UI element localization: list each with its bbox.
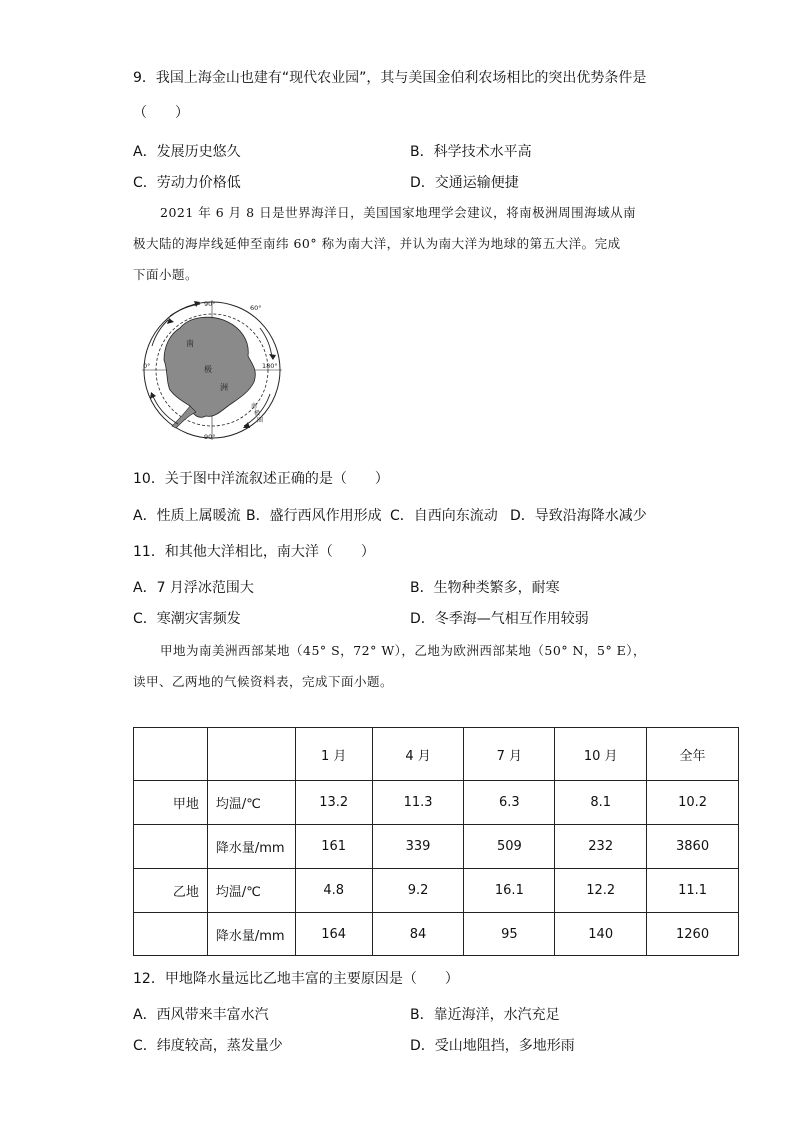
q11-option-b: B．生物种类繁多，耐寒 xyxy=(410,580,560,596)
q10-option-a: A．性质上属暖流 xyxy=(133,508,241,524)
b-temp-jul: 16.1 xyxy=(464,869,555,913)
map-side-char-2: 极 xyxy=(254,410,261,417)
q9-answer-paren: （ ） xyxy=(133,105,189,121)
b-temp-oct: 12.2 xyxy=(555,869,647,913)
q11-option-d: D．冬季海—气相互作用较弱 xyxy=(410,611,589,627)
table-row xyxy=(134,913,739,956)
a-rain-jul: 509 xyxy=(464,825,555,869)
q10-option-c: C．自西向东流动 xyxy=(390,508,498,524)
q12-option-c: C．纬度较高，蒸发量少 xyxy=(133,1038,283,1054)
header-year: 全年 xyxy=(647,728,739,781)
passage2-line2: 读甲、乙两地的气候资料表，完成下面小题。 xyxy=(133,674,394,689)
q11-stem: 11．和其他大洋相比，南大洋（ ） xyxy=(133,544,375,560)
q12-stem: 12．甲地降水量远比乙地丰富的主要原因是（ ） xyxy=(133,971,459,987)
antarctic-peninsula xyxy=(172,406,196,428)
a-temp-year: 10.2 xyxy=(647,781,739,825)
passage2-line1: 甲地为南美洲西部某地（45° S，72° W），乙地为欧洲西部某地（50° N，5° E）， xyxy=(160,643,647,658)
b-temp-year: 11.1 xyxy=(647,869,739,913)
table-corner-cell-2 xyxy=(207,728,295,781)
a-rain-apr: 339 xyxy=(372,825,464,869)
empty-site-cell xyxy=(134,913,208,956)
table-row xyxy=(134,825,739,869)
q9-option-d: D．交通运输便捷 xyxy=(410,175,519,191)
q9-option-a: A．发展历史悠久 xyxy=(133,144,241,160)
b-rain-apr: 84 xyxy=(372,913,464,956)
map-side-char-3: 圈 xyxy=(257,417,264,424)
header-jul: 7 月 xyxy=(464,728,555,781)
table-header-row xyxy=(134,728,739,781)
q11-option-a: A．7 月浮冰范围大 xyxy=(133,580,254,596)
header-apr: 4 月 xyxy=(372,728,464,781)
q9-stem: 9．我国上海金山也建有“现代农业园”，其与美国金伯利农场相比的突出优势条件是 xyxy=(133,70,647,86)
table-row xyxy=(134,869,739,913)
map-label-right: 180° xyxy=(262,362,278,370)
q9-option-b: B．科学技术水平高 xyxy=(410,144,532,160)
passage1-line1: 2021 年 6 月 8 日是世界海洋日，美国国家地理学会建议，将南极洲周围海域从南 xyxy=(160,205,637,220)
q12-option-a: A．西风带来丰富水汽 xyxy=(133,1007,269,1023)
a-temp-jul: 6.3 xyxy=(464,781,555,825)
header-jan: 1 月 xyxy=(295,728,372,781)
table-corner-cell-1 xyxy=(134,728,208,781)
antarctica-current-map xyxy=(140,298,285,441)
map-label-bottom: 90° xyxy=(204,433,216,441)
rain-label: 降水量/mm xyxy=(207,913,295,956)
passage1-line2: 极大陆的海岸线延伸至南纬 60° 称为南大洋，并认为南大洋为地球的第五大洋。完成 xyxy=(133,236,621,251)
header-oct: 10 月 xyxy=(555,728,647,781)
q12-option-b: B．靠近海洋，水汽充足 xyxy=(410,1007,560,1023)
temp-label: 均温/℃ xyxy=(207,781,295,825)
empty-site-cell xyxy=(134,825,208,869)
b-temp-jan: 4.8 xyxy=(295,869,372,913)
table-row xyxy=(134,781,739,825)
map-label-top: 90° xyxy=(204,300,216,308)
b-rain-year: 1260 xyxy=(647,913,739,956)
map-label-60: 60° xyxy=(250,304,262,312)
q9-option-c: C．劳动力价格低 xyxy=(133,175,241,191)
a-temp-oct: 8.1 xyxy=(555,781,647,825)
rain-label: 降水量/mm xyxy=(207,825,295,869)
q12-option-d: D．受山地阻挡，多地形雨 xyxy=(410,1038,575,1054)
map-continent-char-2: 极 xyxy=(204,365,212,374)
map-continent-char-3: 洲 xyxy=(220,383,228,392)
map-label-left: 0° xyxy=(143,362,151,370)
map-continent-char-1: 南 xyxy=(186,339,194,348)
climate-table xyxy=(133,727,739,956)
b-temp-apr: 9.2 xyxy=(372,869,464,913)
a-rain-year: 3860 xyxy=(647,825,739,869)
passage1-line3: 下面小题。 xyxy=(133,267,199,282)
q11-option-c: C．寒潮灾害频发 xyxy=(133,611,241,627)
a-temp-jan: 13.2 xyxy=(295,781,372,825)
temp-label: 均温/℃ xyxy=(207,869,295,913)
q10-option-b: B．盛行西风作用形成 xyxy=(246,508,382,524)
a-temp-apr: 11.3 xyxy=(372,781,464,825)
q10-option-d: D．导致沿海降水减少 xyxy=(510,508,647,524)
site-b-label: 乙地 xyxy=(134,869,208,913)
q10-stem: 10．关于图中洋流叙述正确的是（ ） xyxy=(133,471,389,487)
b-rain-jan: 164 xyxy=(295,913,372,956)
site-a-label: 甲地 xyxy=(134,781,208,825)
map-side-char-1: 南 xyxy=(251,403,258,410)
a-rain-jan: 161 xyxy=(295,825,372,869)
a-rain-oct: 232 xyxy=(555,825,647,869)
b-rain-jul: 95 xyxy=(464,913,555,956)
b-rain-oct: 140 xyxy=(555,913,647,956)
